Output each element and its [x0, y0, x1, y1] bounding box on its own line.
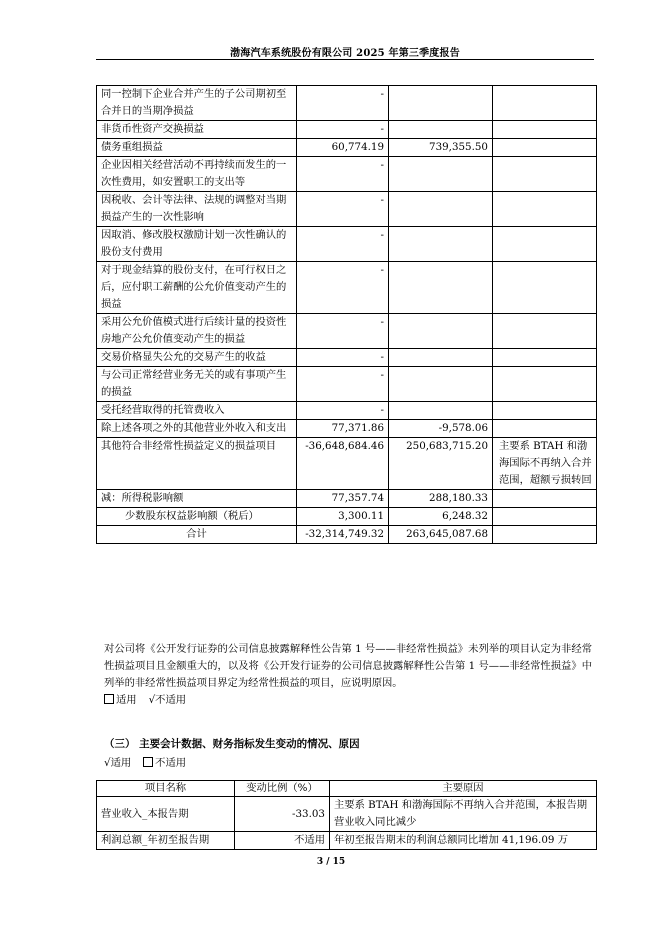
table-row [97, 262, 597, 314]
section-heading: （三） 主要会计数据、财务指标发生变动的情况、原因 [104, 738, 360, 750]
table-row [97, 139, 597, 157]
item-label: 同一控制下企业合并产生的子公司期初至合并日的当期净损益 [97, 86, 297, 121]
note-cell [493, 490, 597, 508]
column-header: 项目名称 [97, 781, 235, 797]
note-cell [493, 121, 597, 139]
note-cell [493, 314, 597, 349]
column-header: 变动比例（%） [235, 781, 330, 797]
change-ratio: -33.03 [235, 797, 330, 832]
explanation-paragraph: 对公司将《公开发行证券的公司信息披露解释性公告第 1 号——非经常性损益》未列举的项目认定为非经常性损益项目且金额重大的，以及将《公开发行证券的公司信息披露解释性公告第 1 号——非经常性损益》中列举的非经常性损益项目界定为经常性损益的项目，应说明原因。 [104, 643, 592, 689]
ytd-value: -9,578.06 [389, 420, 493, 438]
check-mark-icon: √ [148, 694, 156, 706]
table-header-row [97, 781, 597, 797]
item-label: 其他符合非经常性损益定义的损益项目 [97, 438, 297, 490]
table-row [97, 192, 597, 227]
option-not-applicable: 不适用 [155, 694, 187, 706]
current-period-value: - [297, 349, 389, 367]
current-period-value: - [297, 367, 389, 402]
note-cell [493, 157, 597, 192]
item-label: 合计 [97, 526, 297, 544]
table-row [97, 314, 597, 349]
column-header: 主要原因 [330, 781, 597, 797]
option-not-applicable: 不适用 [155, 757, 187, 769]
note-cell [493, 367, 597, 402]
change-ratio: 不适用 [235, 832, 330, 850]
table-row [97, 832, 597, 850]
note-cell [493, 192, 597, 227]
ytd-value [389, 349, 493, 367]
note-cell [493, 349, 597, 367]
current-period-value: - [297, 157, 389, 192]
table-row [97, 86, 597, 121]
table-row [97, 349, 597, 367]
item-label: 对于现金结算的股份支付，在可行权日之后，应付职工薪酬的公允价值变动产生的损益 [97, 262, 297, 314]
note-cell [493, 402, 597, 420]
table-row [97, 797, 597, 832]
note-cell [493, 139, 597, 157]
table-row [97, 227, 597, 262]
ytd-value: 263,645,087.68 [389, 526, 493, 544]
table-row [97, 121, 597, 139]
page-header: 渤海汽车系统股份有限公司 2025 年第三季度报告 [230, 48, 460, 59]
note-cell [493, 420, 597, 438]
ytd-value [389, 227, 493, 262]
item-name: 营业收入_本报告期 [97, 797, 235, 832]
item-label: 因税收、会计等法律、法规的调整对当期损益产生的一次性影响 [97, 192, 297, 227]
item-label: 除上述各项之外的其他营业外收入和支出 [97, 420, 297, 438]
note-cell [493, 86, 597, 121]
item-label: 企业因相关经营活动不再持续而发生的一次性费用，如安置职工的支出等 [97, 157, 297, 192]
item-label: 受托经营取得的托管费收入 [97, 402, 297, 420]
current-period-value: -32,314,749.32 [297, 526, 389, 544]
current-period-value: - [297, 402, 389, 420]
checkbox-icon [143, 757, 153, 767]
note-cell [493, 508, 597, 526]
ytd-value [389, 86, 493, 121]
ytd-value [389, 192, 493, 227]
current-period-value: 77,357.74 [297, 490, 389, 508]
ytd-value: 6,248.32 [389, 508, 493, 526]
item-label: 减：所得税影响额 [97, 490, 297, 508]
current-period-value: 77,371.86 [297, 420, 389, 438]
item-label: 因取消、修改股权激励计划一次性确认的股份支付费用 [97, 227, 297, 262]
item-label: 与公司正常经营业务无关的或有事项产生的损益 [97, 367, 297, 402]
item-label: 少数股东权益影响额（税后） [97, 508, 297, 526]
current-period-value: 60,774.19 [297, 139, 389, 157]
main-reason: 主要系 BTAH 和渤海国际不再纳入合并范围，本报告期营业收入同比减少 [330, 797, 597, 832]
note-cell [493, 262, 597, 314]
ytd-value [389, 121, 493, 139]
note-cell [493, 227, 597, 262]
ytd-value [389, 262, 493, 314]
ytd-value [389, 402, 493, 420]
current-period-value: - [297, 86, 389, 121]
ytd-value [389, 314, 493, 349]
table-row [97, 490, 597, 508]
current-period-value: -36,648,684.46 [297, 438, 389, 490]
page-number: 3 / 15 [316, 857, 346, 867]
item-name: 利润总额_年初至报告期 [97, 832, 235, 850]
indicator-change-table [96, 780, 597, 850]
checkbox-icon [104, 694, 114, 704]
note-cell: 主要系 BTAH 和渤海国际不再纳入合并范围，超额亏损转回 [493, 438, 597, 490]
table-row [97, 367, 597, 402]
non-recurring-gains-table [96, 85, 597, 544]
item-label: 债务重组损益 [97, 139, 297, 157]
header-divider [96, 59, 594, 60]
current-period-value: - [297, 227, 389, 262]
current-period-value: - [297, 262, 389, 314]
item-label: 采用公允价值模式进行后续计量的投资性房地产公允价值变动产生的损益 [97, 314, 297, 349]
current-period-value: - [297, 192, 389, 227]
ytd-value: 288,180.33 [389, 490, 493, 508]
ytd-value: 250,683,715.20 [389, 438, 493, 490]
current-period-value: - [297, 314, 389, 349]
item-label: 交易价格显失公允的交易产生的收益 [97, 349, 297, 367]
current-period-value: - [297, 121, 389, 139]
applicability-check-2 [104, 755, 186, 772]
option-applicable: 适用 [116, 694, 137, 706]
table-row [97, 438, 597, 490]
option-applicable: 适用 [110, 757, 132, 769]
table-row [97, 420, 597, 438]
note-cell [493, 526, 597, 544]
ytd-value [389, 367, 493, 402]
table-row-total [97, 526, 597, 544]
main-reason: 年初至报告期末的利润总额同比增加 41,196.09 万 [330, 832, 597, 850]
table-row [97, 508, 597, 526]
applicability-check-1 [104, 692, 186, 709]
ytd-value [389, 157, 493, 192]
item-label: 非货币性资产交换损益 [97, 121, 297, 139]
ytd-value: 739,355.50 [389, 139, 493, 157]
table-row [97, 402, 597, 420]
check-mark-icon: √ [104, 757, 111, 769]
current-period-value: 3,300.11 [297, 508, 389, 526]
table-row [97, 157, 597, 192]
